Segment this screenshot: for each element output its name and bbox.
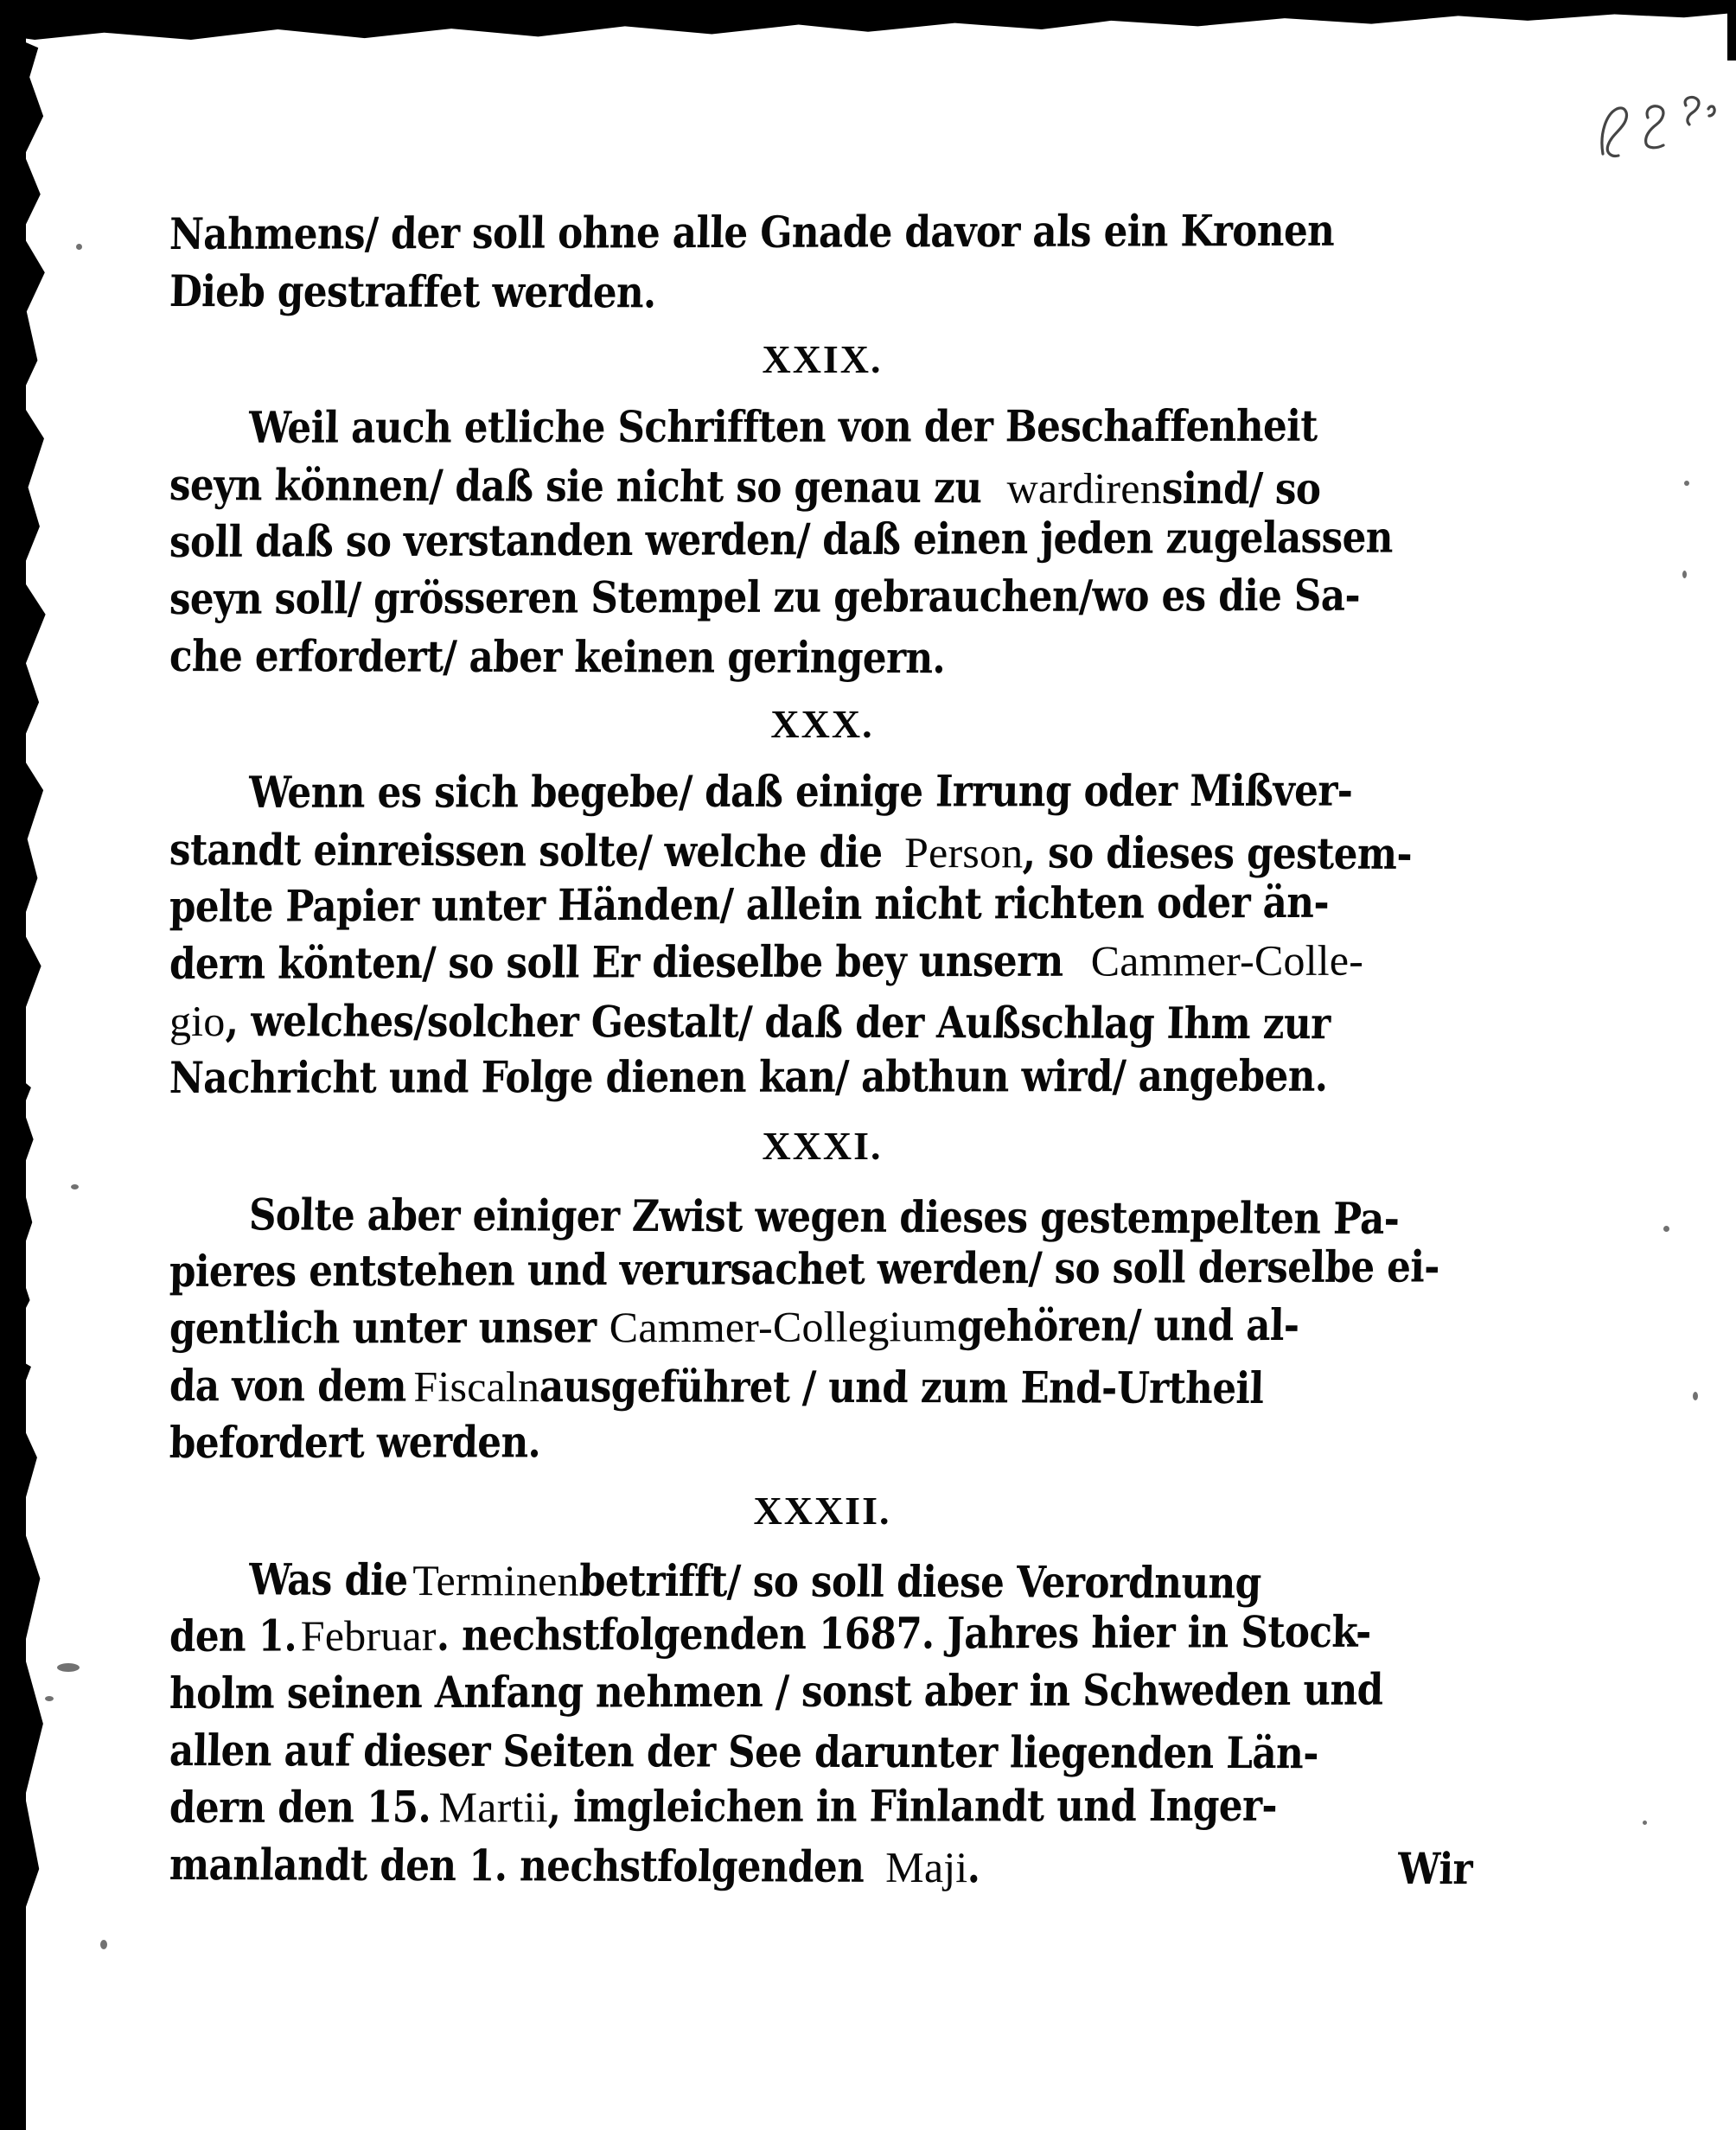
- scan-edge-left-lower: [0, 1945, 22, 2130]
- fraktur-type-run: . nechstfolgenden 1687. Jahres hier in Stock-: [436, 1605, 1371, 1661]
- handwritten-page-mark-icon: [1596, 80, 1726, 163]
- text-line: [169, 1296, 1475, 1357]
- roman-type-run: wardiren: [1006, 463, 1162, 513]
- fraktur-type-run: soll daß so verstanden werden/ daß einen jeden zugelassen: [169, 511, 1394, 568]
- text-line: [169, 931, 1475, 992]
- scan-edge-top: [0, 0, 1736, 40]
- fraktur-type-run: dern könten/ so soll Er dieselbe bey unsern: [169, 934, 1064, 990]
- catchword: Wir: [1397, 1842, 1474, 1895]
- fraktur-type-run: , welches/solcher Gestalt/ daß der Außschlag Ihm zur: [224, 995, 1331, 1049]
- scan-edge-gutter: [12, 38, 48, 1015]
- scan-speckle: [1643, 1821, 1647, 1825]
- fraktur-type-run: Nahmens/ der soll ohne alle Gnade davor als ein Kronen: [169, 204, 1335, 260]
- scan-speckle: [71, 1184, 79, 1189]
- text-line: [169, 1603, 1475, 1665]
- scan-speckle: [45, 1696, 54, 1701]
- text-line: [169, 1412, 1475, 1471]
- text-line: [169, 1661, 1475, 1722]
- fraktur-type-run: .: [967, 1841, 981, 1893]
- fraktur-type-run: holm seinen Anfang nehmen / sonst aber in Schweden und: [169, 1663, 1384, 1719]
- scan-edge-left: [0, 0, 26, 2130]
- fraktur-type-run: standt einreissen solte/ welche die: [169, 824, 884, 877]
- fraktur-type-run: Dieb gestraffet werden.: [169, 265, 657, 318]
- roman-type-run: gio: [169, 997, 226, 1046]
- text-line: [169, 1836, 1475, 1897]
- scan-speckle: [76, 244, 82, 250]
- fraktur-type-run: allen auf dieser Seiten der See darunter liegenden Län-: [169, 1725, 1319, 1779]
- fraktur-type-run: seyn soll/ grösseren Stempel zu gebrauchen/wo es die Sa-: [169, 569, 1361, 625]
- scan-speckle: [57, 1663, 80, 1672]
- vertical-spacer: [169, 1174, 1475, 1186]
- roman-type-run: Fiscaln: [413, 1362, 540, 1412]
- fraktur-type-run: den 1.: [169, 1610, 297, 1662]
- fraktur-type-run: befordert werden.: [169, 1416, 541, 1469]
- text-line: [169, 566, 1475, 628]
- scan-speckle: [100, 1940, 107, 1949]
- text-line: [169, 873, 1475, 935]
- text-line: [169, 1238, 1475, 1300]
- roman-type-run: Martii: [438, 1782, 548, 1832]
- roman-type-run: Cammer-Collegium: [609, 1302, 957, 1352]
- fraktur-type-run: da von dem: [169, 1360, 407, 1412]
- fraktur-type-run: seyn können/ daß sie nicht so genau zu: [169, 459, 983, 513]
- scan-edge-left-middle: [0, 1349, 50, 1954]
- text-line: [169, 263, 1475, 323]
- document-text-block: [169, 206, 1475, 1893]
- scan-edge-right: [1727, 0, 1736, 61]
- roman-type-run: Maji: [885, 1842, 968, 1892]
- text-line: [169, 992, 1475, 1053]
- fraktur-type-run: ausgeführet / und zum End-Urtheil: [539, 1361, 1265, 1414]
- fraktur-type-run: gentlich unter unser: [169, 1301, 597, 1355]
- fraktur-type-run: betrifft/ so soll diese Verordnung: [578, 1554, 1262, 1609]
- fraktur-type-run: Nachricht und Folge dienen kan/ abthun wird/ angeben.: [169, 1049, 1329, 1104]
- text-line: [169, 397, 1475, 456]
- roman-type-run: Terminen: [412, 1555, 579, 1605]
- fraktur-type-run: sind/ so: [1161, 462, 1322, 514]
- fraktur-type-run: Solte aber einiger Zwist wegen dieses gestempelten Pa-: [248, 1189, 1401, 1244]
- vertical-spacer: [169, 1106, 1475, 1119]
- text-line: [169, 1047, 1475, 1106]
- text-line: [169, 1357, 1475, 1418]
- fraktur-type-run: che erfordert/ aber keinen geringern.: [169, 630, 946, 684]
- scan-speckle: [1663, 1226, 1669, 1232]
- scan-speckle: [1684, 481, 1689, 486]
- roman-type-run: Cammer-Colle-: [1090, 935, 1364, 985]
- fraktur-type-run: Was die: [248, 1553, 409, 1605]
- fraktur-type-run: , so dieses gestem-: [1022, 826, 1414, 880]
- roman-type-run: Februar: [300, 1610, 437, 1661]
- section-numeral: XXIX.: [762, 337, 883, 381]
- fraktur-type-run: , imgleichen in Finlandt und Inger-: [547, 1779, 1278, 1833]
- scan-speckle: [1682, 571, 1687, 578]
- fraktur-type-run: Weil auch etliche Schrifften von der Beschaffenheit: [248, 399, 1318, 453]
- text-line: [169, 508, 1475, 571]
- text-line: [169, 1776, 1475, 1836]
- vertical-spacer: [169, 1471, 1475, 1483]
- section-numeral: XXXI.: [762, 1124, 883, 1168]
- fraktur-type-run: Wenn es sich begebe/ daß einige Irrung oder Mißver-: [248, 764, 1353, 818]
- text-line: [169, 762, 1475, 821]
- fraktur-type-run: gehören/ und al-: [956, 1298, 1299, 1352]
- scan-edge-blob: [5, 1072, 35, 1331]
- text-line: [169, 1722, 1475, 1782]
- section-numeral: XXXII.: [753, 1489, 891, 1533]
- section-numeral: XXX.: [770, 702, 874, 746]
- text-line: [169, 628, 1475, 688]
- fraktur-type-run: pelte Papier unter Händen/ allein nicht richten oder än-: [169, 876, 1330, 933]
- fraktur-type-run: manlandt den 1. nechstfolgenden: [169, 1839, 865, 1892]
- text-line: [169, 201, 1475, 263]
- fraktur-type-run: dern den 15.: [169, 1781, 431, 1833]
- fraktur-type-run: pieres entstehen und verursachet werden/ so soll derselbe ei-: [169, 1240, 1440, 1298]
- vertical-spacer: [169, 1539, 1475, 1551]
- scan-speckle: [1693, 1392, 1698, 1400]
- roman-type-run: Person: [904, 827, 1024, 877]
